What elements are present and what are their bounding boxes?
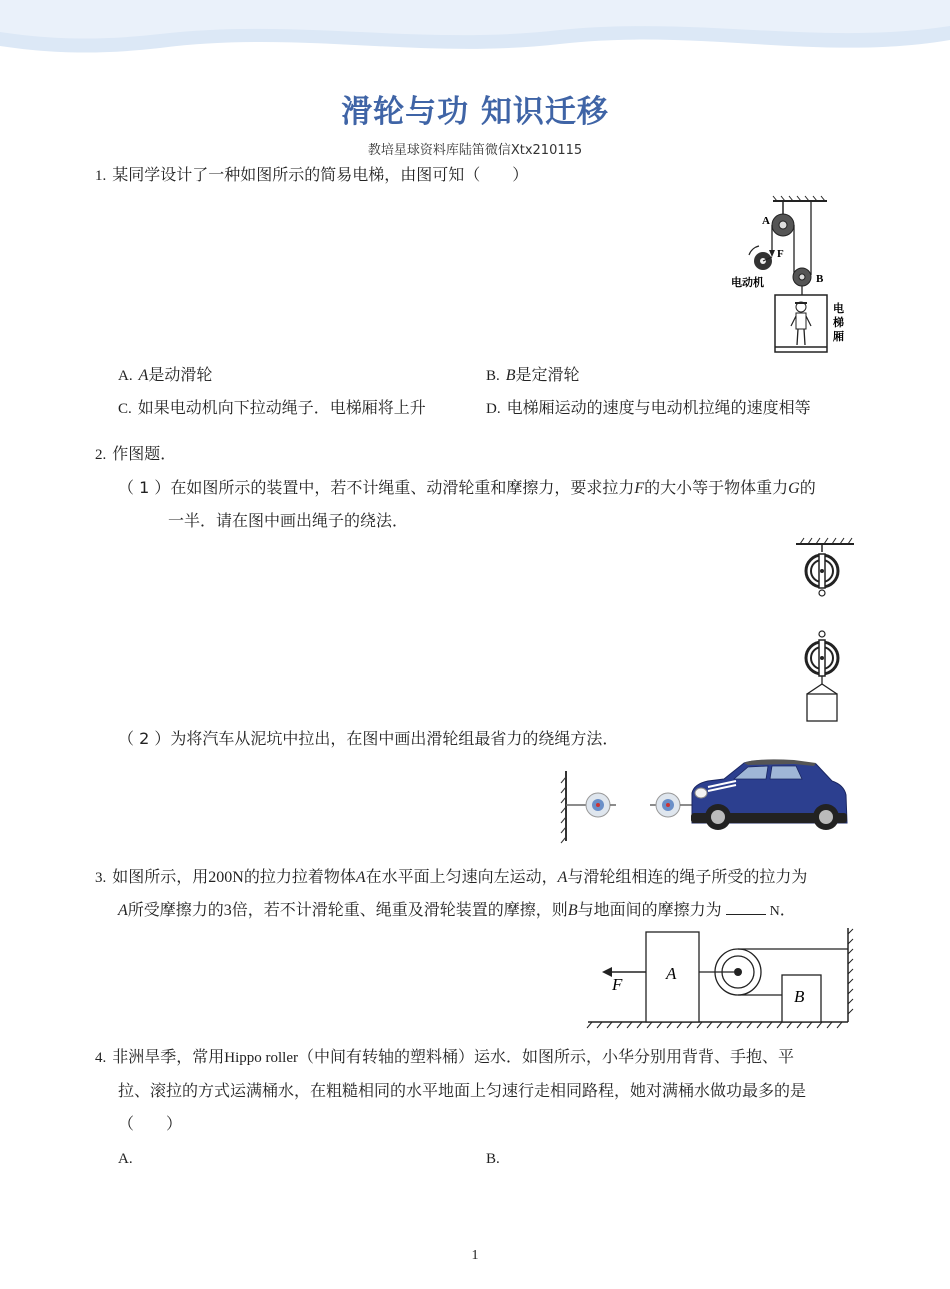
page-subtitle: 教培星球资料库陆笛微信Xtx210115 — [367, 143, 583, 158]
q1-fig-label-car-2: 梯 — [833, 316, 844, 329]
q4-stem-line1: 4. 非洲旱季，常用Hippo roller（中间有转轴的塑料桶）运水．如图所示，小华分别用背背、手抱、平 — [95, 1047, 795, 1066]
q1-elevator-figure — [725, 195, 855, 357]
q3-answer-blank[interactable] — [726, 900, 766, 915]
q3-stem-line1: 3. 如图所示，用200N的拉力拉着物体A在水平面上匀速向左运动，A与滑轮组相连的绳子所受的拉力为 — [95, 867, 808, 886]
page-number: 1 — [471, 1248, 479, 1263]
page-title: 滑轮与功 知识迁移 — [341, 94, 609, 130]
q2-car-figure — [558, 757, 850, 845]
q1-option-c[interactable]: C. 如果电动机向下拉动绳子．电梯厢将上升 — [118, 398, 426, 417]
q1-option-b[interactable]: B. B是定滑轮 — [486, 365, 580, 384]
q1-fig-label-f: F — [777, 248, 784, 260]
q1-fig-label-car-1: 电 — [833, 302, 844, 315]
q4-option-b[interactable]: B. — [486, 1151, 500, 1167]
q4-stem-line2: 拉、滚拉的方式运满桶水，在粗糙相同的水平地面上匀速行走相同路程，她对满桶水做功最多的是 — [118, 1081, 807, 1100]
q3-fig-label-b: B — [794, 987, 805, 1006]
q3-block-pulley-figure — [584, 926, 854, 1032]
q3-fig-label-a: A — [666, 964, 677, 983]
q1-fig-label-car-3: 厢 — [833, 330, 844, 343]
q2-stem: 2. 作图题． — [95, 444, 177, 463]
q1-fig-label-b: B — [816, 273, 824, 285]
q4-option-a[interactable]: A. — [118, 1151, 133, 1167]
q3-stem-line2: A所受摩擦力的3倍，若不计滑轮重、绳重及滑轮装置的摩擦，则B与地面间的摩擦力为 N． — [118, 900, 796, 919]
q1-option-d[interactable]: D. 电梯厢运动的速度与电动机拉绳的速度相等 — [486, 398, 811, 417]
q4-stem-line3: （ ） — [118, 1114, 183, 1133]
q1-fig-label-motor: 电动机 — [731, 276, 764, 289]
q3-fig-label-f: F — [612, 975, 623, 994]
q1-option-a[interactable]: A. A是动滑轮 — [118, 365, 213, 384]
q1-fig-label-a: A — [762, 215, 770, 227]
q2-pulley-figure — [790, 534, 860, 726]
header-wave — [0, 0, 950, 70]
q2-part1-line2: 一半．请在图中画出绳子的绕法． — [168, 511, 409, 530]
q2-part2: （ 2 ）为将汽车从泥坑中拉出，在图中画出滑轮组最省力的绕绳方法． — [118, 729, 619, 748]
q1-stem: 1. 某同学设计了一种如图所示的简易电梯，由图可知（ ） — [95, 165, 529, 184]
q2-part1-line1: （ 1 ）在如图所示的装置中，若不计绳重、动滑轮重和摩擦力，要求拉力F的大小等于物体重力G的 — [118, 478, 816, 497]
